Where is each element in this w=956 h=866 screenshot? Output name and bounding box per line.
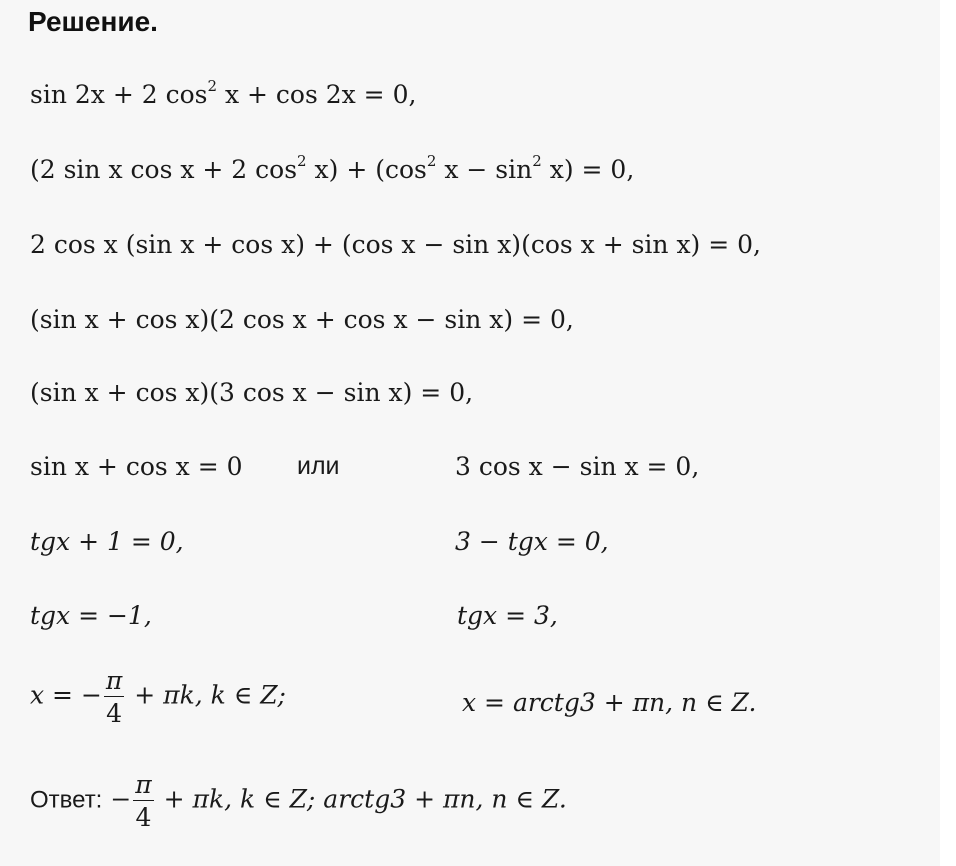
fraction-denominator: 4 xyxy=(106,699,123,728)
eq2-exponent-1: 2 xyxy=(297,152,307,170)
eq2-exponent-2: 2 xyxy=(426,152,437,170)
fraction-numerator: π xyxy=(105,666,123,695)
eq1-part-a: sin 2x + 2 cos xyxy=(30,80,208,109)
eq2-part-c: x − sin xyxy=(436,155,533,184)
answer-prefix: − xyxy=(110,784,132,814)
equation-line-7-right: 3 − tgx = 0, xyxy=(455,527,609,556)
eq9-left-prefix: x = − xyxy=(30,680,102,710)
equation-line-1 xyxy=(30,77,417,109)
equation-line-7-left: tgx + 1 = 0, xyxy=(30,527,184,556)
answer-suffix: + πk, k ∈ Z; arctg3 + πn, n ∈ Z. xyxy=(155,784,567,814)
answer-fraction-numerator: π xyxy=(135,770,152,799)
equation-line-8-left: tgx = −1, xyxy=(30,601,152,630)
equation-line-6-left: sin x + cos x = 0 xyxy=(30,452,243,481)
equation-line-4: (sin x + cos x)(2 cos x + cos x − sin x) = 0, xyxy=(30,305,574,334)
pi-over-4-fraction xyxy=(104,668,124,726)
eq2-part-d: x) = 0, xyxy=(541,155,635,184)
equation-line-5: (sin x + cos x)(3 cos x − sin x) = 0, xyxy=(30,378,474,407)
equation-line-2 xyxy=(30,152,635,184)
equation-line-3: 2 cos x (sin x + cos x) + (cos x − sin x)(cos x + sin x) = 0, xyxy=(30,230,762,259)
answer-label: Ответ: xyxy=(30,786,103,814)
eq9-left-suffix: + πk, k ∈ Z; xyxy=(126,680,286,710)
eq1-part-b: x + cos 2x = 0, xyxy=(217,80,417,109)
eq1-exponent: 2 xyxy=(207,77,218,95)
eq2-exponent-3: 2 xyxy=(532,152,542,170)
solution-title: Решение. xyxy=(28,6,158,37)
answer-fraction-denominator: 4 xyxy=(135,803,152,832)
eq2-part-b: x) + (cos xyxy=(306,155,427,184)
or-word: или xyxy=(297,452,340,480)
answer-pi-over-4-fraction xyxy=(133,772,153,830)
answer-line xyxy=(30,772,567,830)
equation-line-6-right: 3 cos x − sin x = 0, xyxy=(455,452,700,481)
eq2-part-a: (2 sin x cos x + 2 cos xyxy=(30,155,298,184)
equation-line-8-right: tgx = 3, xyxy=(457,601,558,630)
equation-line-9-right: x = arctg3 + πn, n ∈ Z. xyxy=(462,688,757,717)
equation-line-9-left xyxy=(30,668,286,726)
